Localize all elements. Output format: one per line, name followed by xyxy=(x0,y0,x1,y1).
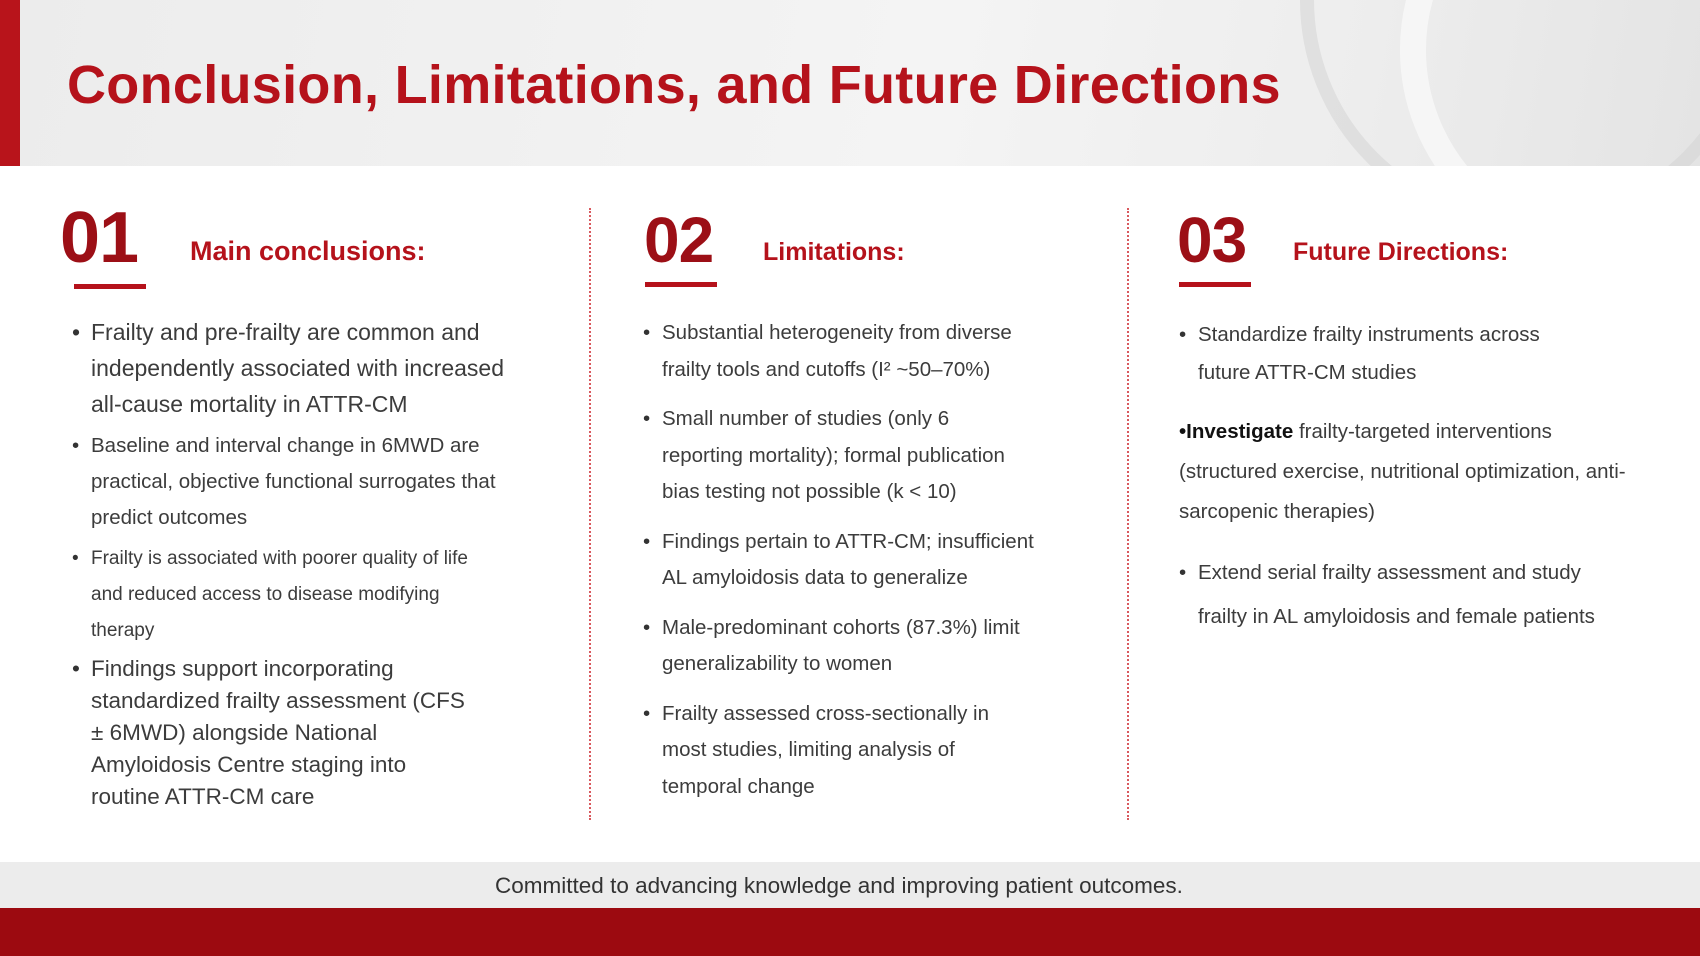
list-item: • Findings support incorporating standardized frailty assessment (CFS ± 6MWD) alongside National Amyloidosis Centre staging into routine ATTR-CM care xyxy=(72,653,472,813)
list-item: • Frailty assessed cross-sectionally in most studies, limiting analysis of temporal change xyxy=(643,696,1013,806)
list-item: • Findings pertain to ATTR-CM; insufficient AL amyloidosis data to generalize xyxy=(643,524,1053,597)
footer-tagline: Committed to advancing knowledge and improving patient outcomes. xyxy=(495,873,1183,898)
section-heading: Main conclusions: xyxy=(190,236,426,266)
section-number: 03 xyxy=(1177,204,1247,276)
section-number: 02 xyxy=(644,204,714,276)
column-divider xyxy=(1127,208,1129,820)
bullet-list xyxy=(72,314,532,813)
column-divider xyxy=(589,208,591,820)
section-heading: Future Directions: xyxy=(1293,238,1509,266)
list-item: • Frailty is associated with poorer quality of life and reduced access to disease modifying therapy xyxy=(72,541,482,649)
footer-accent-bar xyxy=(0,908,1700,956)
list-item: • Substantial heterogeneity from diverse frailty tools and cutoffs (I² ~50–70%) xyxy=(643,315,1063,388)
paragraph-rest: frailty-targeted interventions (structured exercise, nutritional optimization, anti-sarcopenic therapies) xyxy=(1179,420,1626,523)
header-banner xyxy=(0,0,1700,166)
paragraph-text xyxy=(1179,412,1649,532)
list-item: • Standardize frailty instruments across future ATTR-CM studies xyxy=(1179,316,1569,392)
bullet-list xyxy=(1179,551,1609,639)
bullet-list xyxy=(1179,316,1569,392)
list-item: • Male-predominant cohorts (87.3%) limit generalizability to women xyxy=(643,610,1063,683)
list-item: • Extend serial frailty assessment and study frailty in AL amyloidosis and female patients xyxy=(1179,551,1609,639)
section-underline xyxy=(1179,282,1251,287)
section-heading: Limitations: xyxy=(763,238,905,266)
bullet-list xyxy=(643,315,1063,818)
list-item: • Small number of studies (only 6 reporting mortality); formal publication bias testing not possible (k < 10) xyxy=(643,401,1013,511)
section-number: 01 xyxy=(60,198,139,278)
header-accent-bar xyxy=(0,0,20,166)
plain-paragraph xyxy=(1179,412,1649,532)
list-item: • Baseline and interval change in 6MWD are practical, objective functional surrogates that predict outcomes xyxy=(72,428,532,536)
page-title: Conclusion, Limitations, and Future Directions xyxy=(67,55,1281,115)
section-underline xyxy=(74,284,146,289)
emphasis-text: •Investigate xyxy=(1179,420,1294,443)
section-underline xyxy=(645,282,717,287)
header-decoration xyxy=(1300,0,1700,166)
list-item: • Frailty and pre-frailty are common and independently associated with increased all-cause mortality in ATTR-CM xyxy=(72,314,532,422)
